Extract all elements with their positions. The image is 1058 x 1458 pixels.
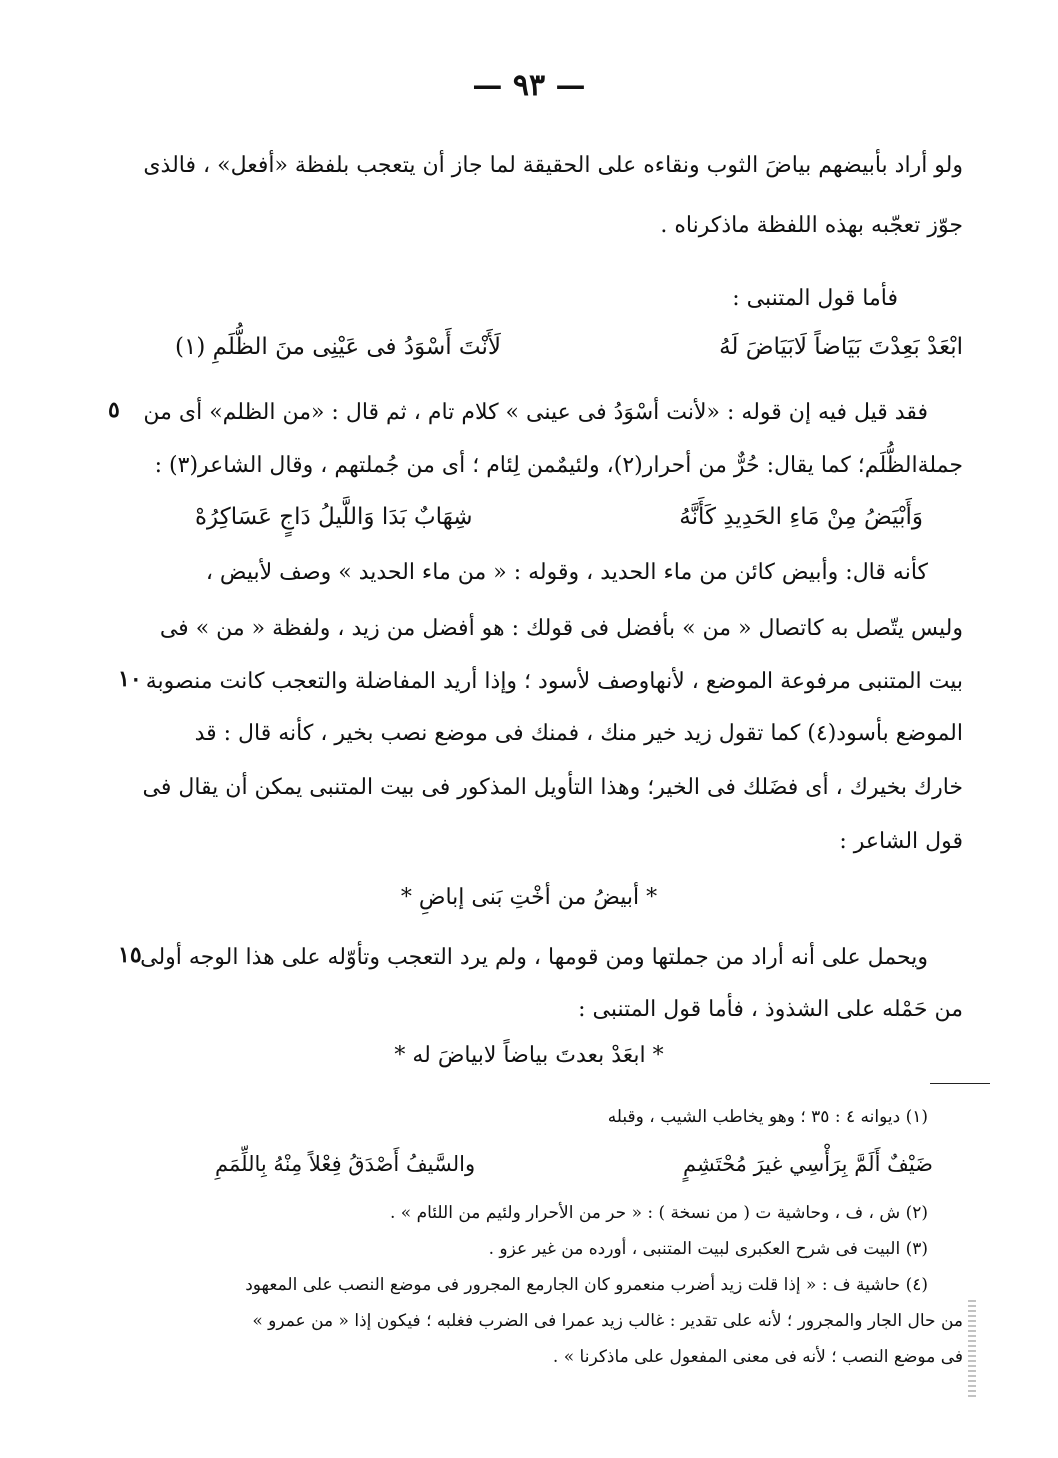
footnote-1-verse-first-half: ضَيْفٌ أَلَمَّ بِرَأْسِي غيرَ مُحْتَشِمٍ	[683, 1152, 933, 1176]
footnote-4-line-3: فى موضع النصب ؛ لأنه فى معنى المفعول على ماذكرنا » .	[552, 1347, 963, 1367]
margin-number-15: ١٥	[118, 942, 142, 968]
verse-2-second-half: شِهَابٌ بَدَا وَاللَّيلُ دَاجٍ عَسَاكِرُهْ	[195, 504, 473, 530]
verse-1-second-half: لَأَنْتَ أَسْوَدُ فى عَيْنِى منَ الظُّلَمِ (١)	[175, 334, 502, 360]
footnote-1-verse-second-half: والسَّيفُ أَصْدَقُ فِعْلاً مِنْهُ بِاللِّمَمِ	[215, 1152, 476, 1176]
paragraph-1-line-1: ولو أراد بأبيضهم بياضَ الثوب ونقاءه على الحقيقة لما جاز أن يتعجب بلفظة «أفعل» ، فالذى	[143, 153, 963, 178]
footnote-1: (١) ديوانه ٤ : ٣٥ ؛ وهو يخاطب الشيب ، وقبله	[607, 1107, 928, 1127]
footnote-separator	[930, 1083, 990, 1084]
paragraph-3-line-4: الموضع بأسود(٤) كما تقول زيد خير منك ، فمنك فى موضع نصب بخير ، كأنه قال : قد	[194, 721, 963, 746]
footnote-4-line-1: (٤) حاشية ف : « إذا قلت زيد أضرب منعمرو كان الجارمع المجرور فى موضع النصب على المعهود	[245, 1275, 928, 1295]
paragraph-3-line-6: قول الشاعر :	[839, 829, 963, 854]
footnote-2: (٢) ش ، ف ، وحاشية ت ( من نسخة ) : « حر من الأحرار ولئيم من اللئام » .	[389, 1203, 928, 1223]
paragraph-4-line-2: من حَمْله على الشذوذ ، فأما قول المتنبى :	[578, 997, 963, 1022]
paragraph-2-line-1: فقد قيل فيه إن قوله : «لأنت أسْوَدُ فى عينى » كلام تام ، ثم قال : «من الظلم» أى من	[143, 400, 928, 425]
paragraph-3-line-1: كأنه قال: وأبيض كائن من ماء الحديد ، وقوله : « من ماء الحديد » وصف لأبيض ،	[205, 560, 928, 585]
half-verse-1: * أبيضُ من أخْتِ بَنى إباضِ *	[400, 885, 658, 910]
paragraph-3-line-3: بيت المتنبى مرفوعة الموضع ، لأنهاوصف لأسود ؛ وإذا أريد المفاضلة والتعجب كانت منصوبة	[145, 669, 963, 694]
scan-artifact	[968, 1300, 976, 1400]
paragraph-3-line-2: وليس يتّصل به كاتصال « من » بأفضل فى قولك : هو أفضل من زيد ، ولفظة « من » فى	[159, 616, 963, 641]
margin-number-10: ١٠	[118, 666, 142, 692]
margin-number-5: ٥	[108, 397, 120, 423]
paragraph-1-line-2: جوّز تعجّبه بهذه اللفظة ماذكرناه .	[660, 213, 963, 238]
paragraph-4-line-1: ويحمل على أنه أراد من جملتها ومن قومها ، ولم يرد التعجب وتأوّله على هذا الوجه أولى	[140, 945, 928, 970]
intro-mutanabbi: فأما قول المتنبى :	[732, 286, 898, 311]
page-number: — ٩٣ —	[472, 68, 586, 103]
half-verse-2: * ابعَدْ بعدتَ بياضاً لابياضَ له *	[394, 1043, 664, 1068]
paragraph-3-line-5: خارك بخيرك ، أى فضَلك فى الخير؛ وهذا التأويل المذكور فى بيت المتنبى يمكن أن يقال فى	[142, 775, 963, 800]
footnote-4-line-2: من حال الجار والمجرور ؛ لأنه على تقدير : غالب زيد عمرا فى الضرب فغلبه ؛ فيكون إذا « من عمرو »	[252, 1311, 963, 1331]
footnote-3: (٣) البيت فى شرح العكبرى لبيت المتنبى ، أورده من غير عزو .	[488, 1239, 928, 1259]
verse-2-first-half: وَأَبْيَضُ مِنْ مَاءِ الحَدِيدِ كَأَنَّهُ	[679, 504, 923, 530]
paragraph-2-line-2: جملةالظُّلَم؛ كما يقال: حُرٌّ من أحرار(٢)، ولئيمٌمن لِئام ؛ أى من جُملتهم ، وقال الشاعر(٣) :	[154, 453, 963, 478]
verse-1-first-half: ابْعَدْ بَعِدْتَ بَيَاضاً لَابَيَاضَ لَهُ	[719, 334, 963, 360]
